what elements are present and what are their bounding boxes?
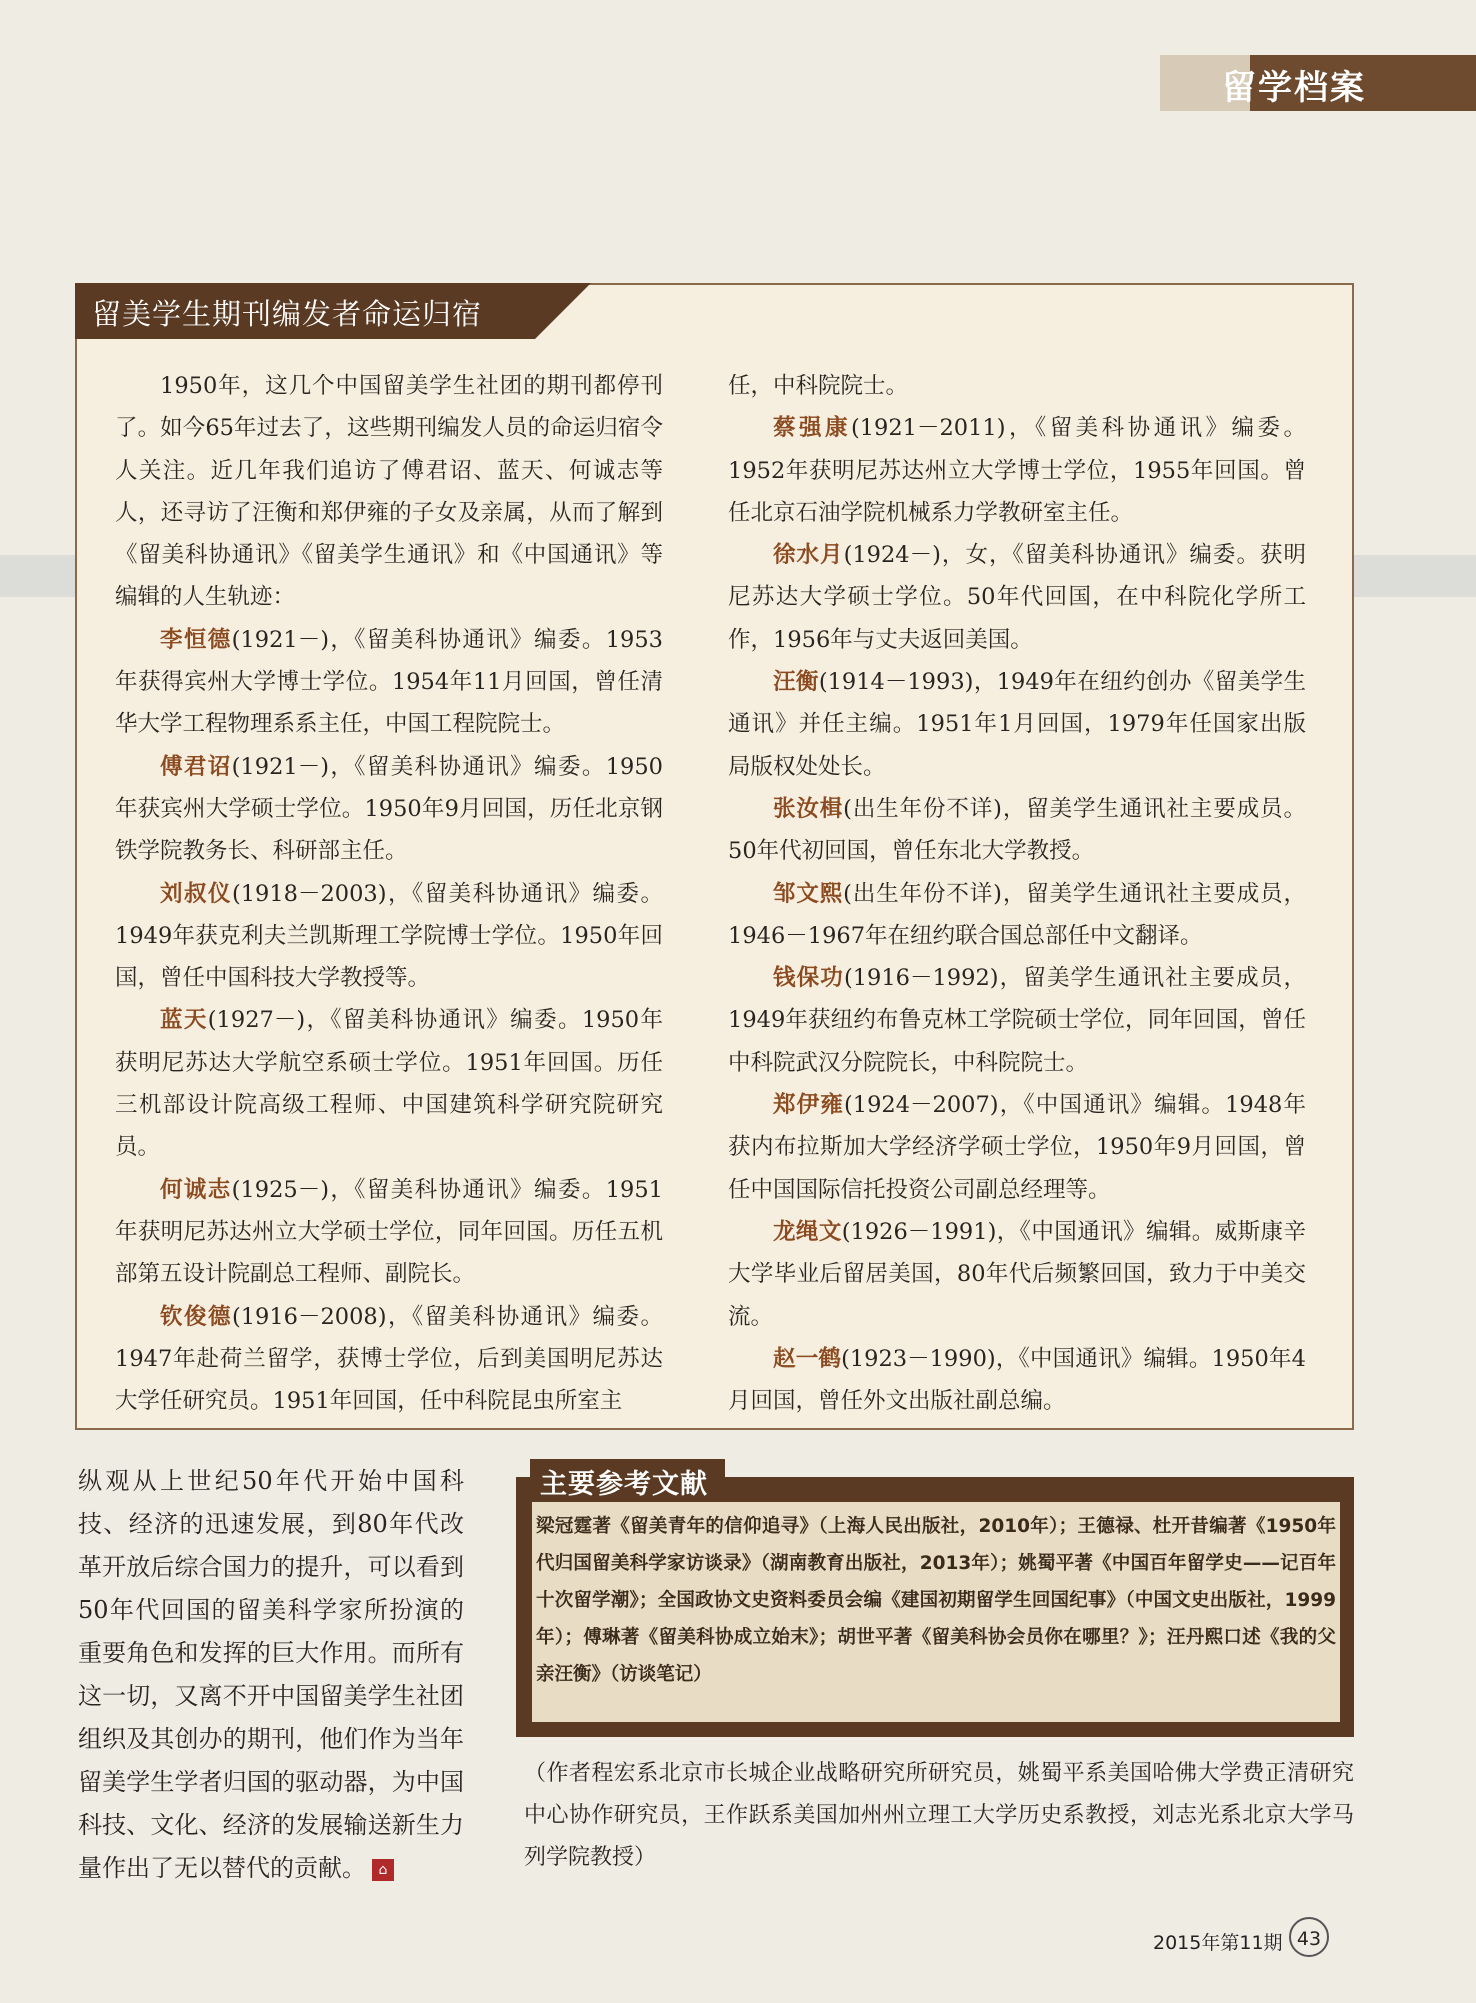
person-bio: (1924－)，女，《留美科协通讯》编委。获明尼苏达大学硕士学位。50年代回国，在中科院化学所工作，1956年与丈夫返回美国。 xyxy=(728,542,1306,653)
conclusion-paragraph xyxy=(78,1460,464,1890)
person-bio: (1914－1993)，1949年在纽约创办《留美学生通讯》并任主编。1951年1月回国，1979年任国家出版局版权处处长。 xyxy=(728,669,1306,780)
person-bio: (1921－2011)，《留美科协通讯》编委。1952年获明尼苏达州立大学博士学位，1955年回国。曾任北京石油学院机械系力学教研室主任。 xyxy=(728,415,1306,526)
right-entry xyxy=(728,1338,1306,1423)
right-column xyxy=(728,365,1306,1422)
person-name: 郑伊雍 xyxy=(773,1092,844,1119)
person-name: 蔡强康 xyxy=(773,415,851,442)
continuation-text: 任，中科院院士。 xyxy=(728,373,909,399)
right-entry xyxy=(728,1211,1306,1338)
person-name: 李恒德 xyxy=(160,626,232,653)
person-name: 刘叔仪 xyxy=(160,880,232,907)
person-bio: (出生年份不详)，留美学生通讯社主要成员。50年代初回国，曾任东北大学教授。 xyxy=(728,795,1306,865)
person-name: 钱保功 xyxy=(773,965,844,992)
section-title: 留学档案 xyxy=(1222,68,1366,108)
person-bio: (1924－2007)，《中国通讯》编辑。1948年获内布拉斯加大学经济学硕士学位，1950年9月回国，曾任中国国际信托投资公司副总经理等。 xyxy=(728,1092,1306,1203)
person-name: 傅君诏 xyxy=(160,753,232,780)
references-text: 梁冠霆著《留美青年的信仰追寻》（上海人民出版社，2010年）；王德禄、杜开昔编著《1950年代归国留美科学家访谈录》（湖南教育出版社，2013年）；姚蜀平著《中国百年留学史——记百年十次留学潮》；全国政协文史资料委员会编《建国初期留学生回国纪事》（中国文史出版社，1999年）；傅琳著《留美科协成立始末》；胡世平著《留美科协会员你在哪里？》；汪丹熙口述《我的父亲汪衡》（访谈笔记） xyxy=(536,1516,1336,1685)
person-name: 汪衡 xyxy=(773,669,819,696)
person-bio: (1921－)，《留美科协通讯》编委。1953年获得宾州大学博士学位。1954年11月回国，曾任清华大学工程物理系系主任，中国工程院院士。 xyxy=(115,626,663,738)
end-mark-icon: ⌂ xyxy=(372,1859,394,1881)
person-bio: (1921－)，《留美科协通讯》编委。1950年获宾州大学硕士学位。1950年9月回国，历任北京钢铁学院教务长、科研部主任。 xyxy=(115,753,663,865)
page-number: 43 xyxy=(1289,1917,1329,1957)
left-entry xyxy=(115,1296,663,1423)
person-name: 龙绳文 xyxy=(773,1218,842,1245)
person-bio: (1918－2003)，《留美科协通讯》编委。1949年获克利夫兰凯斯理工学院博士学位。1950年回国，曾任中国科技大学教授等。 xyxy=(115,880,663,992)
conclusion-text: 纵观从上世纪50年代开始中国科技、经济的迅速发展，到80年代改革开放后综合国力的提升，可以看到50年代回国的留美科学家所扮演的重要角色和发挥的巨大作用。而所有这一切，又离不开中国留美学生社团组织及其创办的期刊，他们作为当年留美学生学者归国的驱动器，为中国科技、文化、经济的发展输送新生力量作出了无以替代的贡献。 xyxy=(78,1467,464,1882)
right-entry xyxy=(728,957,1306,1084)
right-entry xyxy=(728,534,1306,661)
person-bio: (1923－1990)，《中国通讯》编辑。1950年4月回国，曾任外文出版社副总编。 xyxy=(728,1345,1306,1415)
left-entry xyxy=(115,873,663,1000)
person-name: 徐水月 xyxy=(773,542,844,569)
issue-label: 2015年第11期 xyxy=(1153,1932,1283,1954)
person-bio: (1916－1992)，留美学生通讯社主要成员，1949年获纽约布鲁克林工学院硕士学位，同年回国，曾任中科院武汉分院院长，中科院院士。 xyxy=(728,965,1306,1076)
person-bio: (1927－)，《留美科协通讯》编委。1950年获明尼苏达大学航空系硕士学位。1951年回国。历任三机部设计院高级工程师、中国建筑科学研究院研究员。 xyxy=(115,1007,663,1161)
person-name: 赵一鹤 xyxy=(773,1345,842,1372)
box-header-tip xyxy=(535,283,591,339)
right-entry xyxy=(728,873,1306,958)
person-name: 钦俊德 xyxy=(160,1303,232,1330)
intro-paragraph: 1950年，这几个中国留美学生社团的期刊都停刊了。如今65年过去了，这些期刊编发人员的命运归宿令人关注。近几年我们追访了傅君诏、蓝天、何诚志等人，还寻访了汪衡和郑伊雍的子女及亲属，从而了解到《留美科协通讯》《留美学生通讯》和《中国通讯》等编辑的人生轨迹： xyxy=(115,373,663,611)
right-entry xyxy=(728,407,1306,534)
person-bio: (1925－)，《留美科协通讯》编委。1951年获明尼苏达州立大学硕士学位，同年回国。历任五机部第五设计院副总工程师、副院长。 xyxy=(115,1176,663,1288)
right-entry xyxy=(728,661,1306,788)
left-entry xyxy=(115,999,663,1168)
left-entry xyxy=(115,619,663,746)
person-bio: (1916－2008)，《留美科协通讯》编委。1947年赴荷兰留学，获博士学位，后到美国明尼苏达大学任研究员。1951年回国，任中科院昆虫所室主 xyxy=(115,1303,663,1415)
right-entry xyxy=(728,788,1306,873)
person-bio: (1926－1991)，《中国通讯》编辑。威斯康辛大学毕业后留居美国，80年代后频繁回国，致力于中美交流。 xyxy=(728,1218,1306,1330)
person-name: 邹文熙 xyxy=(773,880,844,907)
box-title: 留美学生期刊编发者命运归宿 xyxy=(92,297,483,331)
left-column xyxy=(115,365,663,1422)
left-entry xyxy=(115,1169,663,1296)
person-bio: (出生年份不详)，留美学生通讯社主要成员，1946－1967年在纽约联合国总部任中文翻译。 xyxy=(728,880,1306,949)
left-entry xyxy=(115,746,663,873)
references-title: 主要参考文献 xyxy=(540,1469,708,1500)
person-name: 何诚志 xyxy=(160,1176,232,1203)
person-name: 张汝楫 xyxy=(773,795,844,822)
right-entry xyxy=(728,1084,1306,1211)
author-note: （作者程宏系北京市长城企业战略研究所研究员，姚蜀平系美国哈佛大学费正清研究中心协作研究员，王作跃系美国加州州立理工大学历史系教授，刘志光系北京大学马列学院教授） xyxy=(524,1761,1354,1870)
person-name: 蓝天 xyxy=(160,1007,208,1034)
